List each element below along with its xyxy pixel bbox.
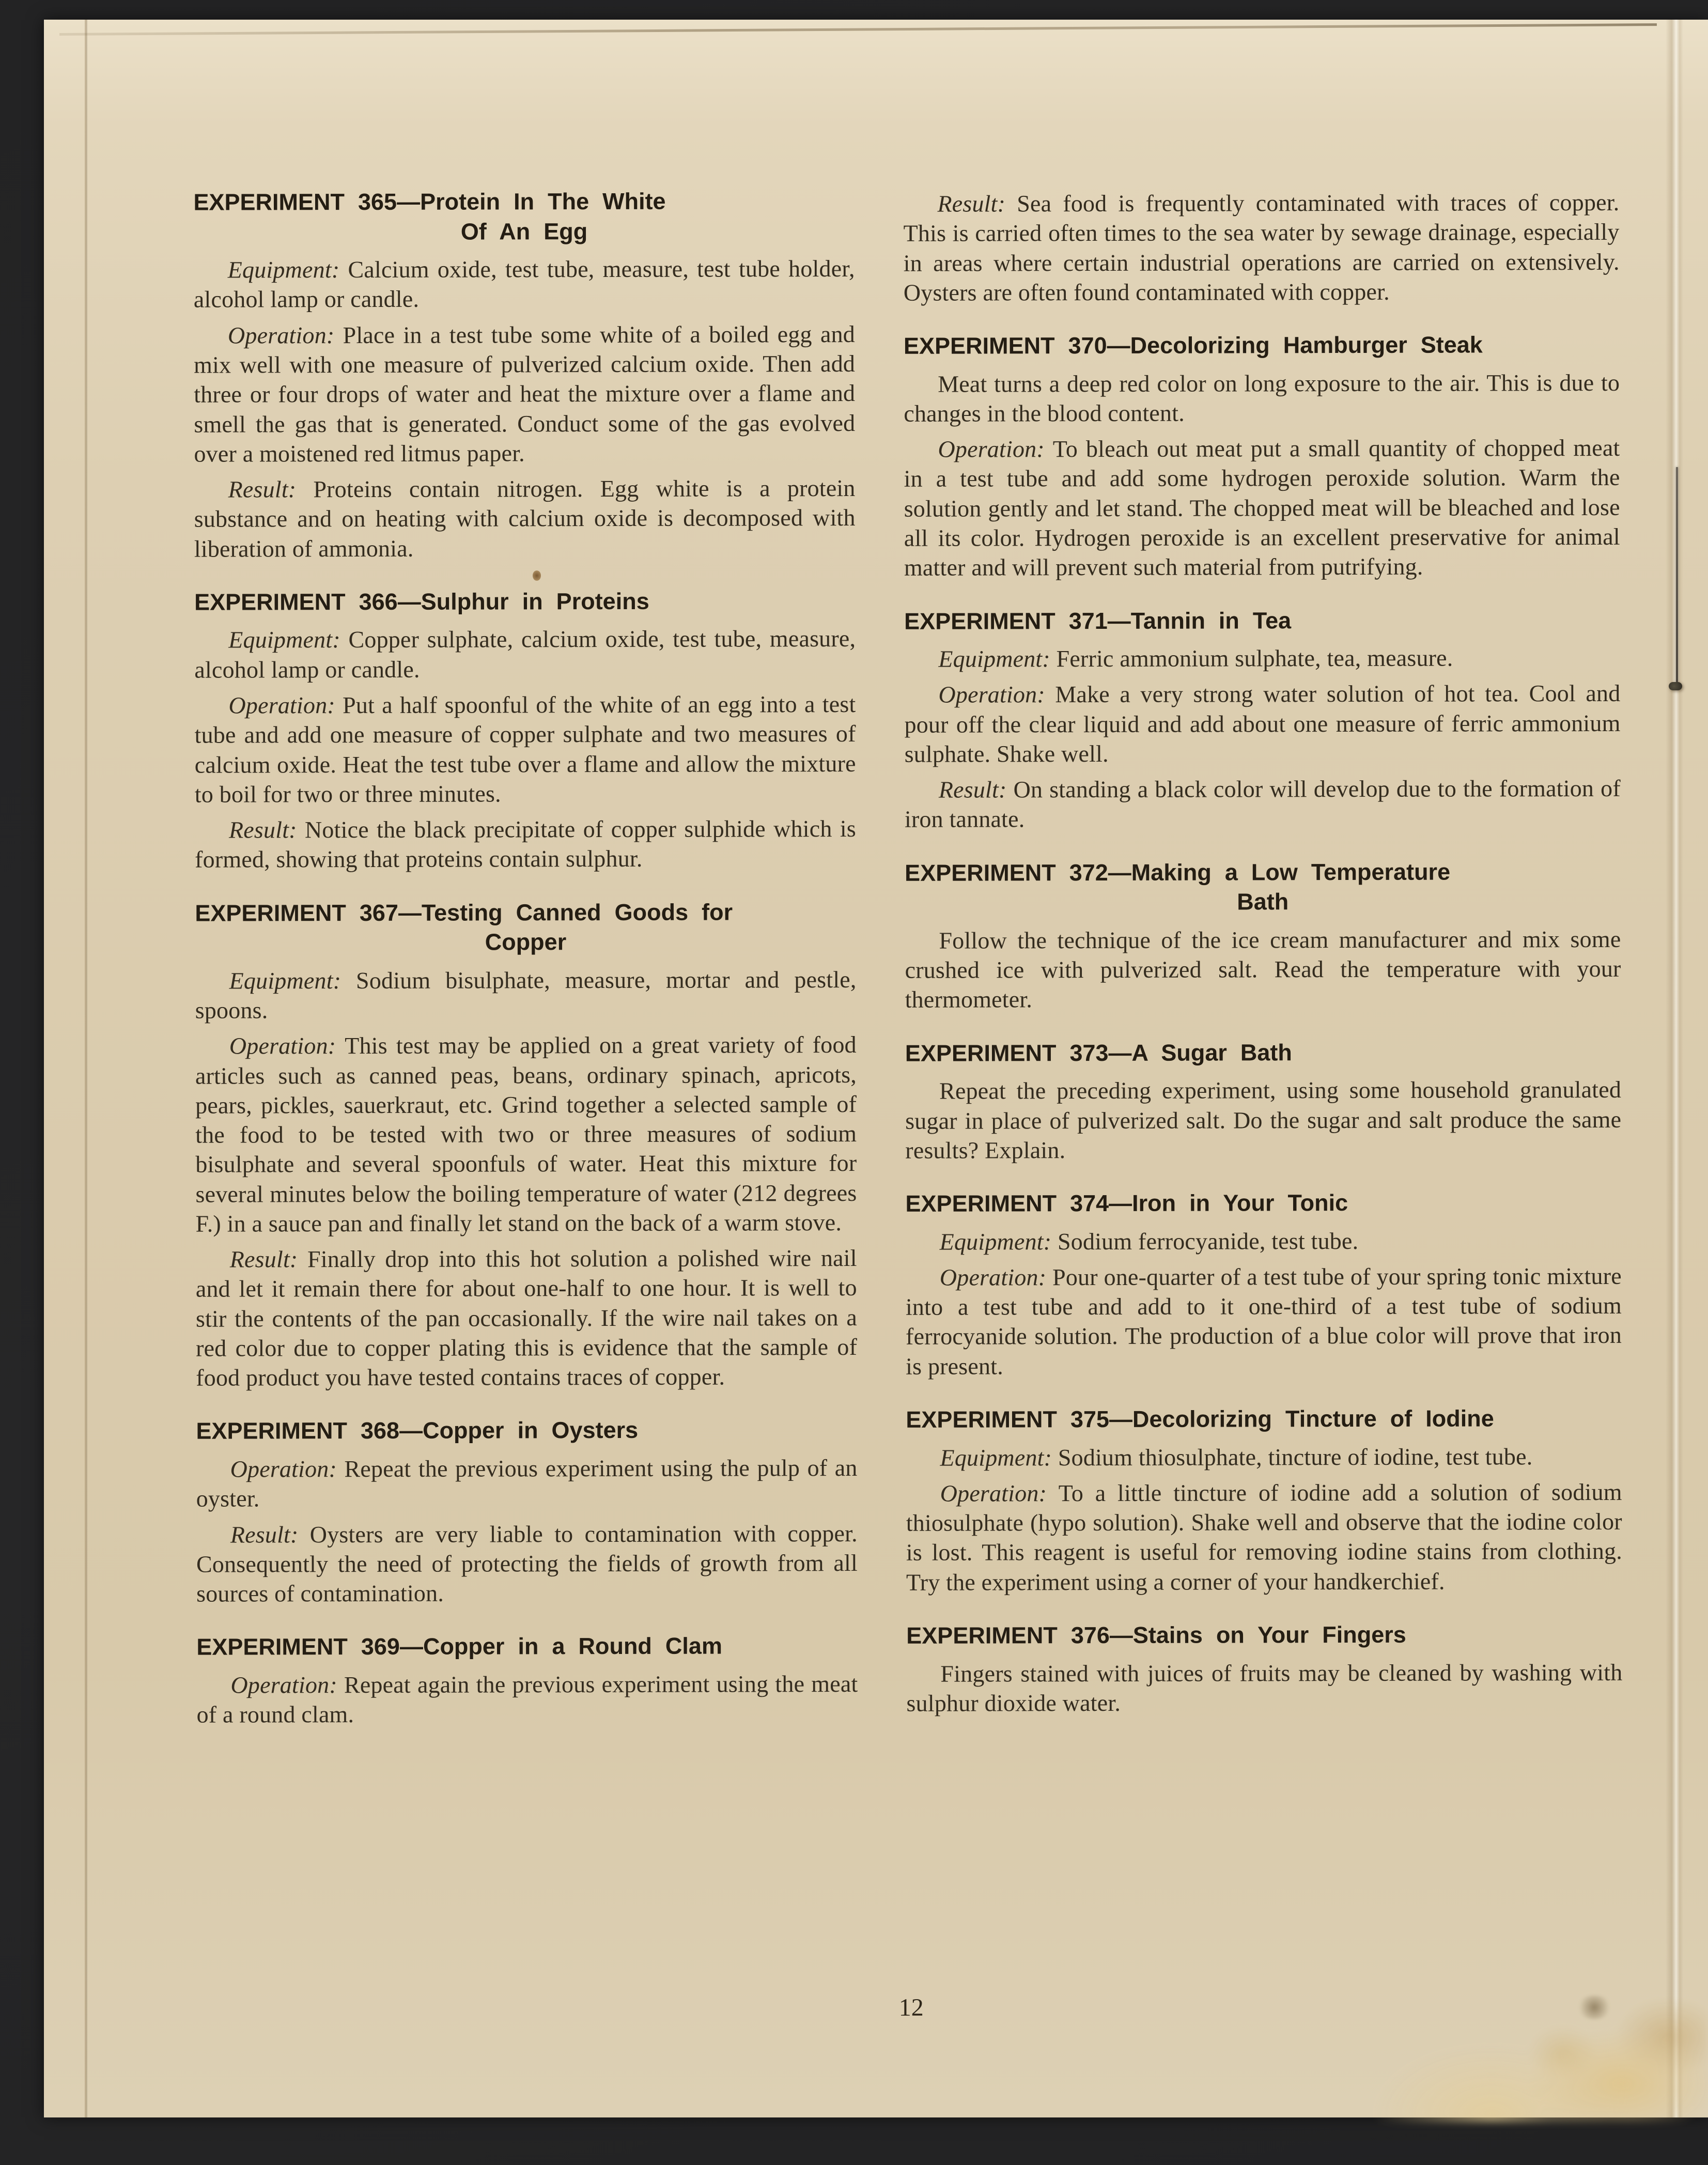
- body-paragraph: Result: Finally drop into this hot solution a polished wire nail and let it remain there for about one-half to one hour. It is well to stir the contents of the pan occasionally. If the wire nail takes on a red color due to copper plating this is evidence that the sample of food product you have tested contains traces of copper.: [195, 1245, 858, 1391]
- experiment-heading: [904, 605, 1620, 636]
- body-paragraph: Operation: Make a very strong water solution of hot tea. Cool and pour off the clear liquid and add about one measure of ferric ammonium sulphate. Shake well.: [904, 680, 1621, 767]
- experiment-heading-line: Of An Egg: [460, 218, 588, 245]
- experiment-heading: [905, 1187, 1621, 1218]
- body-paragraph: Meat turns a deep red color on long exposure to the air. This is due to changes in the blood content.: [904, 369, 1620, 427]
- body-paragraph: Operation: To bleach out meat put a small quantity of chopped meat in a test tube and add some hydrogen peroxide solution. Warm the solution gently and let stand. The chopped meat will be bleached and lose all its color. Hydrogen peroxide is an excellent preservative for animal matter and will prevent such material from putrifying.: [904, 435, 1620, 581]
- paragraph-label: Operation:: [940, 1480, 1059, 1507]
- experiment-heading: [196, 1631, 858, 1662]
- paragraph-label: Result:: [228, 476, 314, 503]
- body-paragraph: Result: Proteins contain nitrogen. Egg white is a protein substance and on heating with calcium oxide is decomposed with liberation of ammonia.: [194, 475, 856, 562]
- body-paragraph: Result: Oysters are very liable to contamination with copper. Consequently the need of protecting the fields of growth from all sources of contamination.: [196, 1520, 858, 1607]
- body-paragraph: Equipment: Copper sulphate, calcium oxide, test tube, measure, alcohol lamp or candle.: [194, 625, 856, 683]
- paragraph-label: Operation:: [938, 681, 1055, 708]
- experiment-heading-line: EXPERIMENT 376—Stains on Your Fingers: [906, 1621, 1406, 1649]
- experiment-heading: [904, 330, 1620, 361]
- body-paragraph: Result: Sea food is frequently contaminated with traces of copper. This is carried often times to the sea water by sewage drainage, especially in areas where certain industrial operations are carried on extensively. Oysters are often found contaminated with copper.: [903, 189, 1620, 306]
- body-paragraph: Equipment: Sodium ferrocyanide, test tube.: [939, 1227, 1359, 1255]
- paragraph-label: Equipment:: [938, 645, 1057, 672]
- paragraph-label: Result:: [938, 776, 1014, 803]
- body-paragraph: Follow the technique of the ice cream manufacturer and mix some crushed ice with pulverized salt. Read the temperature with your thermometer.: [905, 925, 1621, 1013]
- page-number: 12: [898, 1993, 924, 2021]
- paragraph-label: Equipment:: [228, 626, 349, 653]
- paragraph-label: Result:: [229, 1246, 308, 1273]
- body-paragraph: Operation: Pour one-quarter of a test tube of your spring tonic mixture into a test tube and add to it one-third of a test tube of sodium ferrocyanide solution. The production of a blue color will prove that iron is present.: [905, 1262, 1622, 1380]
- paragraph-label: Result:: [228, 816, 305, 843]
- experiment-heading: [195, 897, 856, 958]
- paragraph-label: Equipment:: [940, 1444, 1058, 1471]
- paragraph-label: Operation:: [939, 1264, 1053, 1291]
- body-paragraph: Equipment: Ferric ammonium sulphate, tea, measure.: [938, 644, 1453, 672]
- experiment-heading-line: Bath: [1237, 888, 1289, 915]
- paragraph-label: Equipment:: [227, 256, 348, 283]
- body-paragraph: Repeat the preceding experiment, using some household granulated sugar in place of pulverized salt. Do the sugar and salt produce the same results? Explain.: [905, 1076, 1622, 1164]
- experiment-heading: [905, 857, 1621, 918]
- body-paragraph: Operation: To a little tincture of iodine add a solution of sodium thiosulphate (hypo solution). Shake well and observe that the iodine color is lost. This reagent is useful for removing iodine stains from clothing. Try the experiment using a corner of your handkerchief.: [906, 1478, 1622, 1596]
- body-paragraph: Operation: Put a half spoonful of the white of an egg into a test tube and add one measure of copper sulphate and two measures of calcium oxide. Heat the test tube over a flame and allow the mixture to boil for two or three minutes.: [194, 690, 856, 808]
- paragraph-label: Operation:: [228, 692, 343, 719]
- paragraph-label: Result:: [937, 190, 1017, 217]
- experiment-heading: [906, 1619, 1622, 1650]
- experiment-heading: [906, 1403, 1622, 1434]
- experiment-heading: [905, 1037, 1621, 1068]
- experiment-heading-line: EXPERIMENT 370—Decolorizing Hamburger Steak: [903, 331, 1483, 359]
- body-paragraph: Equipment: Calcium oxide, test tube, measure, test tube holder, alcohol lamp or candle.: [193, 255, 855, 313]
- body-paragraph: Operation: This test may be applied on a great variety of food articles such as canned peas, beans, ordinary spinach, apricots, pears, pickles, sauerkraut, etc. Grind together a selected sample of the food to be tested with two or three measures of sodium bisulphate and several spoonfuls of water. Heat this mixture for several minutes below the boiling temperature of water (212 degrees F.) in a sauce pan and finally let stand on the back of a warm stove.: [195, 1031, 857, 1237]
- experiment-heading-line: EXPERIMENT 366—Sulphur in Proteins: [194, 587, 649, 615]
- experiment-heading-line: Copper: [485, 929, 567, 955]
- experiment-heading-line: EXPERIMENT 365—Protein In The White: [193, 188, 666, 215]
- experiment-heading: [193, 186, 855, 247]
- body-paragraph: Equipment: Sodium thiosulphate, tincture of iodine, test tube.: [940, 1443, 1533, 1471]
- left-text-column: [193, 186, 858, 1736]
- body-paragraph: Fingers stained with juices of fruits may be cleaned by washing with sulphur dioxide water.: [906, 1659, 1623, 1716]
- right-text-column: [903, 188, 1622, 1724]
- paragraph-label: Operation:: [938, 436, 1053, 462]
- experiment-heading-line: EXPERIMENT 368—Copper in Oysters: [196, 1417, 639, 1445]
- experiment-heading-line: EXPERIMENT 374—Iron in Your Tonic: [905, 1189, 1348, 1217]
- body-paragraph: Result: On standing a black color will develop due to the formation of iron tannate.: [904, 775, 1621, 833]
- experiment-heading-line: EXPERIMENT 371—Tannin in Tea: [904, 607, 1292, 635]
- experiment-heading-line: EXPERIMENT 375—Decolorizing Tincture of Iodine: [906, 1405, 1494, 1433]
- experiment-heading-line: EXPERIMENT 373—A Sugar Bath: [905, 1039, 1292, 1066]
- paragraph-label: Operation:: [230, 1672, 344, 1698]
- body-paragraph: Operation: Place in a test tube some white of a boiled egg and mix well with one measure of pulverized calcium oxide. Then add three or four drops of water and heat the mixture over a flame and smell the gas that is generated. Conduct some of the gas evolved over a moistened red litmus paper.: [194, 320, 856, 467]
- body-paragraph: Operation: Repeat again the previous experiment using the meat of a round clam.: [196, 1670, 858, 1728]
- experiment-heading-line: EXPERIMENT 372—Making a Low Temperature: [905, 858, 1451, 886]
- paragraph-label: Equipment:: [229, 967, 356, 994]
- experiment-heading-line: EXPERIMENT 369—Copper in a Round Clam: [196, 1632, 722, 1661]
- body-paragraph: Operation: Repeat the previous experiment using the pulp of an oyster.: [196, 1455, 858, 1512]
- paragraph-label: Operation:: [227, 321, 343, 349]
- experiment-heading: [194, 586, 856, 617]
- experiment-heading: [196, 1415, 857, 1446]
- paragraph-label: Result:: [230, 1521, 310, 1548]
- paragraph-label: Operation:: [229, 1032, 345, 1059]
- experiment-heading-line: EXPERIMENT 367—Testing Canned Goods for: [195, 899, 733, 926]
- paragraph-label: Operation:: [230, 1456, 345, 1482]
- body-paragraph: Result: Notice the black precipitate of copper sulphide which is formed, showing that proteins contain sulphur.: [195, 815, 857, 873]
- paragraph-label: Equipment:: [939, 1228, 1058, 1255]
- body-paragraph: Equipment: Sodium bisulphate, measure, mortar and pestle, spoons.: [195, 966, 857, 1024]
